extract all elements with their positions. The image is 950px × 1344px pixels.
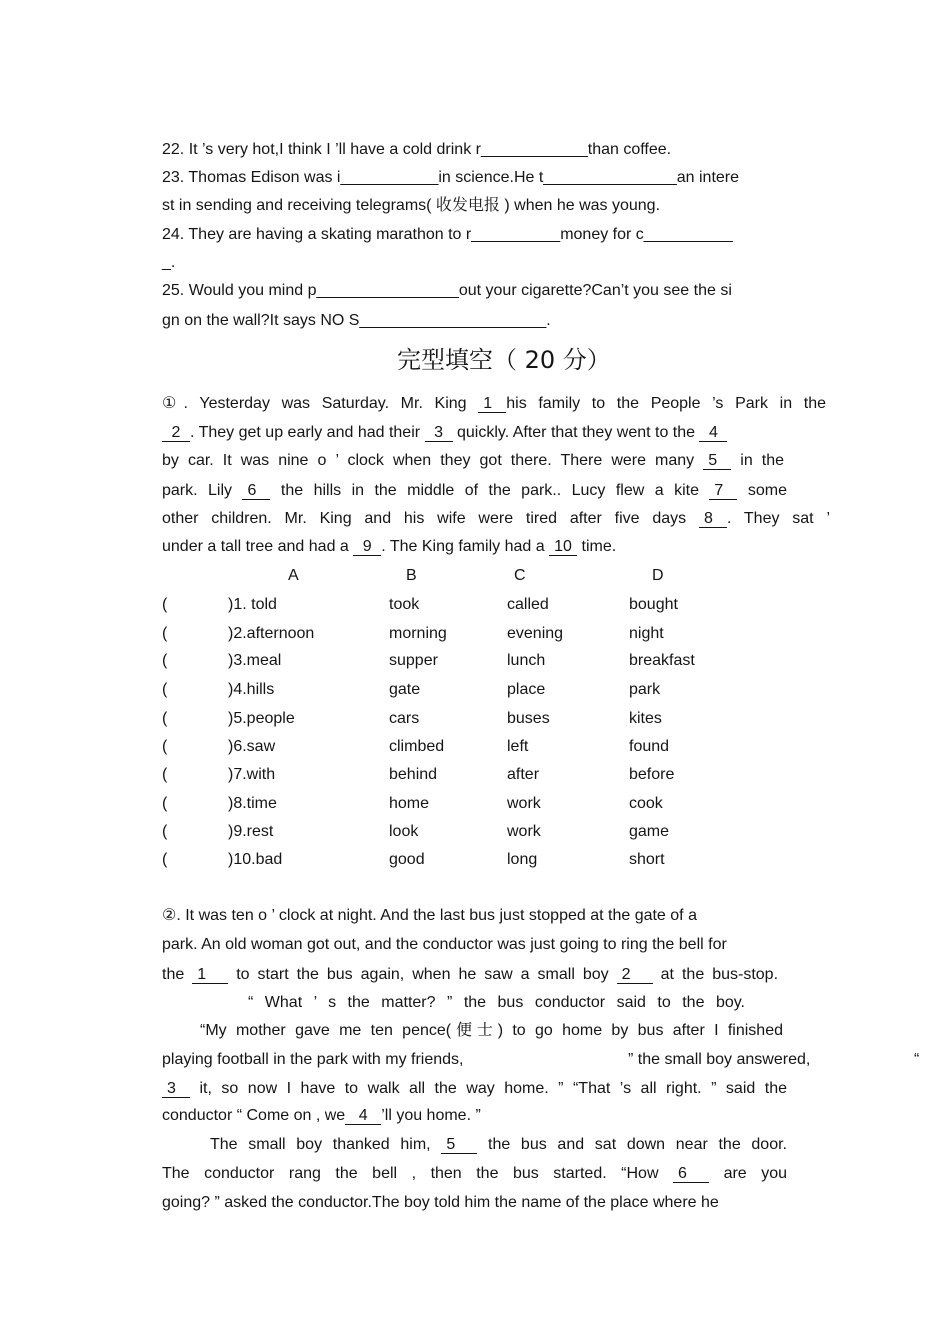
column-d-label: D: [652, 567, 664, 584]
blank-7: 7: [709, 482, 737, 500]
passage2-line: park. An old woman got out, and the conductor was just going to ring the bell for: [162, 936, 727, 953]
blank-3: 3: [162, 1080, 190, 1098]
answer-paren: (: [162, 596, 168, 613]
passage2-line: [162, 1079, 787, 1099]
option-row: [0, 822, 950, 842]
option-row: [0, 624, 950, 644]
blank-8: 8: [699, 510, 727, 528]
option-b: look: [389, 823, 419, 840]
answer-paren: (: [162, 710, 168, 727]
text-segment: The small boy thanked him,: [210, 1136, 442, 1153]
passage2-line-part: ” the small boy answered,: [628, 1051, 811, 1068]
text-segment: time.: [577, 538, 617, 555]
option-d: night: [629, 625, 664, 642]
passage2-line: ②. It was ten o ’ clock at night. And the last bus just stopped at the gate of a: [162, 907, 697, 924]
blank-4: 4: [699, 424, 727, 442]
text-segment: The conductor rang the bell , then the bus started. “How: [162, 1165, 674, 1182]
blank-5: 5: [441, 1136, 477, 1154]
option-c: after: [507, 766, 540, 783]
text-segment: the hills in the middle of the park.. Lucy flew a kite: [270, 482, 710, 499]
column-b-label: B: [406, 567, 417, 584]
option-row: [0, 850, 950, 870]
passage2-line-part: “: [914, 1051, 920, 1068]
option-b: climbed: [389, 738, 445, 755]
text-segment: the bus and sat down near the door.: [477, 1136, 787, 1153]
text-segment: his family to the People ’s Park in the: [506, 395, 827, 412]
text-segment: . They get up early and had their: [190, 424, 425, 441]
blank-10: 10: [549, 538, 577, 556]
option-a: )7.with: [228, 766, 276, 783]
blank-4: 4: [345, 1107, 381, 1125]
option-row: [0, 680, 950, 700]
option-d: park: [629, 681, 661, 698]
passage2-line-part: playing football in the park with my friends,: [162, 1051, 464, 1068]
option-b: cars: [389, 710, 420, 727]
answer-paren: (: [162, 625, 168, 642]
option-d: breakfast: [629, 652, 695, 669]
option-b: took: [389, 596, 420, 613]
question-23: 23. Thomas Edison was i___________in science.He t_______________an intere: [162, 169, 740, 186]
option-row: [0, 651, 950, 671]
question-25: 25. Would you mind p________________out your cigarette?Can’t you see the si: [162, 282, 732, 299]
option-row: [0, 794, 950, 814]
option-a: )3.meal: [228, 652, 282, 669]
blank-3: 3: [425, 424, 453, 442]
option-row: [0, 709, 950, 729]
option-a: )5.people: [228, 710, 295, 727]
blank-1: 1: [478, 395, 506, 413]
text-segment: some: [737, 482, 787, 499]
text-segment: ①. Yesterday was Saturday. Mr. King: [162, 395, 479, 412]
text-segment: ’ll you home. ”: [381, 1107, 481, 1124]
passage2-line: “ What ’ s the matter? ” the bus conductor said to the boy.: [248, 994, 745, 1011]
option-a: )10.bad: [228, 851, 283, 868]
option-b: behind: [389, 766, 438, 783]
option-c: long: [507, 851, 538, 868]
option-row: [0, 595, 950, 615]
text-segment: conductor “ Come on , we: [162, 1107, 346, 1124]
option-a: )8.time: [228, 795, 277, 812]
text-segment: to start the bus again, when he saw a small boy: [228, 966, 617, 983]
passage2-line: “My mother gave me ten pence(便士) to go home by bus after I finished: [200, 1022, 783, 1039]
option-row: [0, 737, 950, 757]
section-title: 完型填空（ 20 分）: [397, 346, 611, 374]
option-d: bought: [629, 596, 678, 613]
text-segment: other children. Mr. King and his wife were tired after five days: [162, 510, 699, 527]
option-c: evening: [507, 625, 564, 642]
text-segment: at the bus-stop.: [652, 966, 779, 983]
option-c: called: [507, 596, 549, 613]
text-segment: it, so now I have to walk all the way home. ” “That ’s all right. ” said the: [190, 1080, 787, 1097]
passage2-line: [162, 1164, 787, 1184]
answer-paren: (: [162, 823, 168, 840]
option-a: )4.hills: [228, 681, 275, 698]
question-22: 22. It ’s very hot,I think I ’ll have a cold drink r____________than coffee.: [162, 141, 672, 158]
blank-2: 2: [162, 424, 190, 442]
option-a: )1. told: [228, 596, 277, 613]
option-d: kites: [629, 710, 662, 727]
blank-9: 9: [353, 538, 381, 556]
option-b: gate: [389, 681, 421, 698]
text-segment: are you: [709, 1165, 788, 1182]
text-segment: under a tall tree and had a: [162, 538, 354, 555]
option-c: buses: [507, 710, 550, 727]
text-segment: by car. It was nine o ’ clock when they got there. There were many: [162, 452, 704, 469]
option-a: )6.saw: [228, 738, 276, 755]
passage1-line: [162, 481, 787, 501]
option-d: cook: [629, 795, 663, 812]
option-b: morning: [389, 625, 447, 642]
passage1-line: [162, 537, 616, 557]
passage1-line: [162, 423, 727, 443]
option-a: )9.rest: [228, 823, 274, 840]
column-a-label: A: [288, 567, 299, 584]
text-segment: quickly. After that they went to the: [452, 424, 700, 441]
blank-5: 5: [703, 452, 731, 470]
option-a: )2.afternoon: [228, 625, 315, 642]
option-b: supper: [389, 652, 438, 669]
text-segment: . They sat: [726, 510, 827, 527]
blank-6: 6: [242, 482, 270, 500]
option-b: good: [389, 851, 425, 868]
option-row: [0, 765, 950, 785]
column-c-label: C: [514, 567, 526, 584]
passage1-line: [162, 394, 826, 414]
option-b: home: [389, 795, 430, 812]
answer-paren: (: [162, 766, 168, 783]
options-header: [0, 566, 950, 586]
blank-6: 6: [673, 1165, 709, 1183]
blank-1: 1: [192, 966, 228, 984]
passage1-line: [162, 509, 830, 529]
blank-2: 2: [617, 966, 653, 984]
option-d: found: [629, 738, 670, 755]
question-24-continued: _.: [162, 254, 176, 271]
option-c: work: [507, 795, 541, 812]
answer-paren: (: [162, 738, 168, 755]
question-24: 24. They are having a skating marathon to r__________money for c__________: [162, 226, 733, 243]
answer-paren: (: [162, 652, 168, 669]
passage2-line: going? ” asked the conductor.The boy told him the name of the place where he: [162, 1194, 719, 1211]
passage2-line: [210, 1135, 787, 1155]
question-25-continued: gn on the wall?It says NO S_____________________.: [162, 312, 551, 329]
text-segment: in the: [731, 452, 785, 469]
text-segment: ’: [826, 510, 830, 527]
option-d: before: [629, 766, 675, 783]
option-c: left: [507, 738, 529, 755]
text-segment: park. Lily: [162, 482, 243, 499]
text-segment: the: [162, 966, 193, 983]
option-d: short: [629, 851, 665, 868]
option-c: place: [507, 681, 546, 698]
answer-paren: (: [162, 851, 168, 868]
question-23-continued: st in sending and receiving telegrams( 收发电报 ) when he was young.: [162, 197, 661, 214]
answer-paren: (: [162, 795, 168, 812]
text-segment: . The King family had a: [381, 538, 550, 555]
option-c: lunch: [507, 652, 546, 669]
option-c: work: [507, 823, 541, 840]
passage2-line: [162, 965, 778, 985]
option-d: game: [629, 823, 670, 840]
passage2-line: [162, 1106, 481, 1126]
passage1-line: [162, 451, 784, 471]
answer-paren: (: [162, 681, 168, 698]
